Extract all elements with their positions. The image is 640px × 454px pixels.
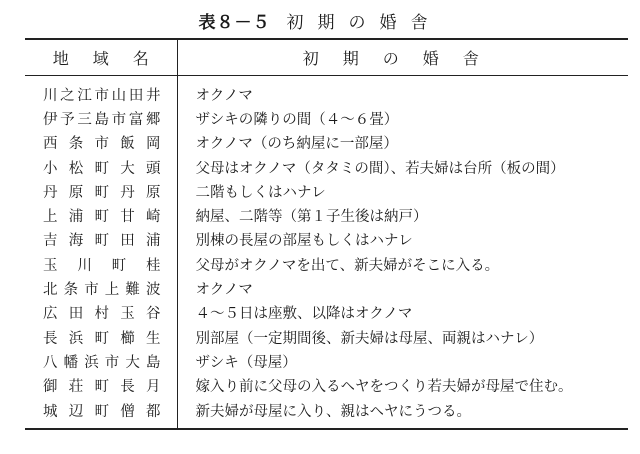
header-region: 地域名	[25, 39, 177, 76]
region-cell: 西条市飯岡	[25, 131, 177, 155]
region-cell: 御荘町長月	[25, 374, 177, 398]
marriage-room-cell: ザシキの隣りの間（４～６畳）	[195, 111, 399, 128]
header-row	[25, 39, 628, 76]
region-cell: 八幡浜市大島	[25, 349, 177, 373]
marriage-room-table	[25, 38, 628, 430]
marriage-room-cell: 父母はオクノマ（タタミの間）、若夫婦は台所（板の間）	[195, 160, 565, 177]
region-cell: 長浜町櫛生	[25, 325, 177, 349]
region-cell: 川之江市山田井	[25, 76, 177, 107]
marriage-room-cell: ４～５日は座敷、以降はオクノマ	[195, 306, 413, 323]
table-row	[25, 276, 628, 300]
marriage-room-cell: ザシキ（母屋）	[195, 354, 297, 371]
marriage-room-cell: 別部屋（一定期間後、新夫婦は母屋、両親はハナレ）	[195, 330, 544, 347]
table-row	[25, 106, 628, 130]
region-cell: 城辺町僧都	[25, 398, 177, 429]
marriage-room-cell: 父母がオクノマを出て、新夫婦がそこに入る。	[195, 257, 500, 274]
table-row	[25, 179, 628, 203]
table-row	[25, 374, 628, 398]
marriage-room-cell: オクノマ	[195, 87, 253, 104]
table-number: 表８－５	[198, 13, 271, 33]
table-row	[25, 155, 628, 179]
table-title: 初期の婚舎	[286, 13, 442, 33]
table-caption	[0, 8, 640, 33]
marriage-room-cell: 嫁入り前に父母の入るヘヤをつくり若夫婦が母屋で住む。	[195, 379, 573, 396]
table-row	[25, 349, 628, 373]
table-row	[25, 76, 628, 107]
table-row	[25, 228, 628, 252]
marriage-room-cell: 二階もしくはハナレ	[195, 184, 326, 201]
table-row	[25, 252, 628, 276]
table-row	[25, 398, 628, 429]
table-row	[25, 325, 628, 349]
region-cell: 丹原町丹原	[25, 179, 177, 203]
marriage-room-cell: 別棟の長屋の部屋もしくはハナレ	[195, 233, 413, 250]
region-cell: 伊予三島市富郷	[25, 106, 177, 130]
table-body	[25, 76, 628, 430]
region-cell: 吉海町田浦	[25, 228, 177, 252]
region-cell: 上浦町甘崎	[25, 203, 177, 227]
marriage-room-cell: オクノマ	[195, 282, 253, 299]
marriage-room-cell: 新夫婦が母屋に入り、親はヘヤにうつる。	[195, 403, 471, 420]
marriage-room-cell: 納屋、二階等（第１子生後は納戸）	[195, 209, 428, 226]
region-cell: 北条市上難波	[25, 276, 177, 300]
region-cell: 玉川町桂	[25, 252, 177, 276]
region-cell: 広田村玉谷	[25, 301, 177, 325]
table-row	[25, 131, 628, 155]
header-room: 初期の婚舎	[177, 39, 628, 76]
region-cell: 小松町大頭	[25, 155, 177, 179]
table-row	[25, 301, 628, 325]
marriage-room-cell: オクノマ（のち納屋に一部屋）	[195, 136, 398, 153]
table-row	[25, 203, 628, 227]
